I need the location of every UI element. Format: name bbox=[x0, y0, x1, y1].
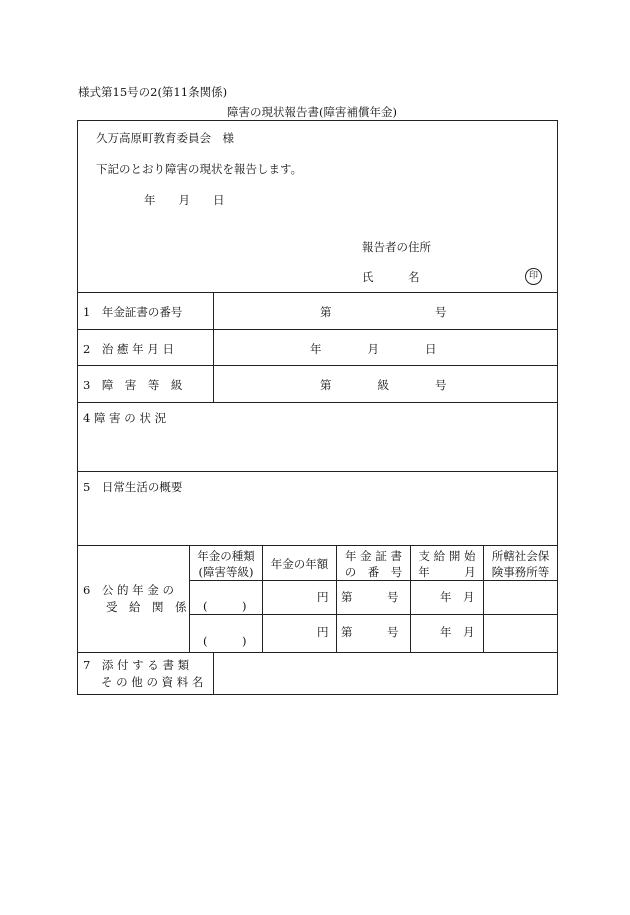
header-certificate-number: 年 金 証 書 の 番 号 bbox=[344, 549, 403, 579]
pension-type-cell: ( ) bbox=[203, 599, 247, 613]
disability-grade-value: 第 級 号 bbox=[320, 378, 447, 392]
seal-icon: 印 bbox=[525, 268, 542, 285]
header-social-insurance-office: 所轄社会保 険事務所等 bbox=[491, 549, 550, 579]
attachments-label-line1: 7 添 付 す る 書 類 bbox=[83, 658, 190, 672]
frame-right bbox=[557, 120, 558, 695]
row-separator bbox=[77, 652, 557, 653]
header-payment-start: 支 給 開 始 年 月 bbox=[418, 549, 476, 579]
frame-left bbox=[77, 120, 78, 695]
annual-amount-cell: 円 bbox=[317, 590, 329, 604]
daily-life-label: 5 日常生活の概要 bbox=[83, 480, 183, 494]
disability-status-label: 4 障 害 の 状 況 bbox=[83, 411, 167, 425]
label-divider bbox=[213, 292, 214, 402]
annual-amount-cell: 円 bbox=[317, 625, 329, 639]
form-number: 様式第15号の2(第11条関係) bbox=[78, 85, 228, 99]
header-pension-type: 年金の種類 (障害等級) bbox=[197, 549, 255, 579]
statement: 下記のとおり障害の現状を報告します。 bbox=[96, 162, 303, 176]
row-separator bbox=[77, 329, 557, 330]
frame-bottom bbox=[77, 694, 558, 695]
certificate-number-label: 1 年金証書の番号 bbox=[83, 305, 183, 319]
label-divider bbox=[213, 652, 214, 694]
pension-type-cell: ( ) bbox=[203, 634, 247, 648]
row-separator bbox=[77, 471, 557, 472]
row-separator bbox=[77, 545, 557, 546]
row-separator bbox=[77, 292, 557, 293]
certificate-number-cell: 第 号 bbox=[341, 625, 399, 639]
report-date: 年 月 日 bbox=[144, 193, 225, 207]
pension-label-line2: 受 給 関 係 bbox=[106, 600, 187, 614]
certificate-number-value: 第 号 bbox=[320, 305, 447, 319]
payment-start-cell: 年 月 bbox=[440, 625, 475, 639]
recovery-date-value: 年 月 日 bbox=[310, 342, 437, 356]
row-separator bbox=[77, 402, 557, 403]
frame-top bbox=[77, 120, 557, 121]
pension-row-separator bbox=[189, 614, 557, 615]
certificate-number-cell: 第 号 bbox=[341, 590, 399, 604]
row-separator bbox=[77, 365, 557, 366]
recipient: 久万高原町教育委員会 様 bbox=[96, 131, 234, 145]
recovery-date-label: 2 治 癒 年 月 日 bbox=[83, 342, 174, 356]
reporter-address-label: 報告者の住所 bbox=[362, 240, 431, 254]
pension-label-line1: 6 公 的 年 金 の bbox=[83, 583, 174, 597]
form-title: 障害の現状報告書(障害補償年金) bbox=[227, 105, 397, 119]
reporter-name-label: 氏 名 bbox=[362, 270, 420, 284]
disability-grade-label: 3 障 害 等 級 bbox=[83, 378, 183, 392]
pension-header-separator bbox=[189, 580, 557, 581]
attachments-label-line2: そ の 他 の 資 料 名 bbox=[101, 675, 204, 689]
header-annual-amount: 年金の年額 bbox=[270, 557, 329, 571]
payment-start-cell: 年 月 bbox=[440, 590, 475, 604]
